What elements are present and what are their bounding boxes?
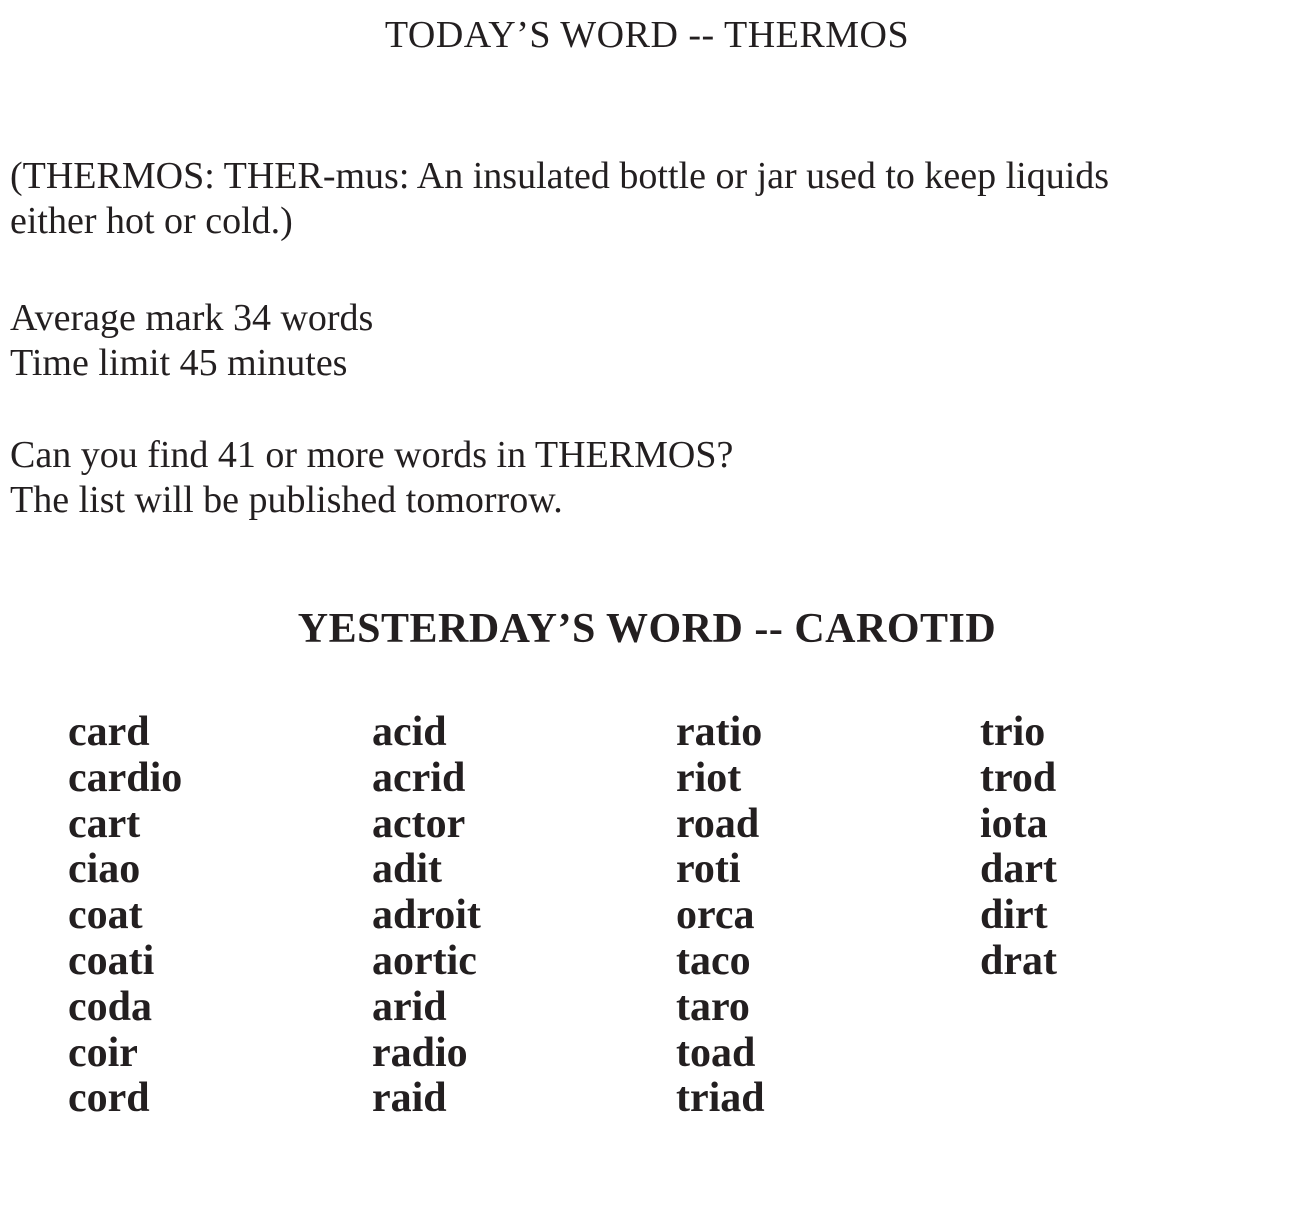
yesterdays-word-title: YESTERDAY’S WORD -- CAROTID — [297, 606, 997, 652]
word-list-item: orca — [676, 892, 755, 939]
word-list-item: drat — [980, 937, 1057, 984]
word-column — [980, 710, 1284, 1122]
challenge-note: The list will be published tomorrow. — [10, 479, 563, 521]
word-list-item: adit — [372, 846, 443, 893]
word-definition — [10, 154, 1280, 244]
word-list-item: toad — [676, 1029, 756, 1076]
word-list-item: acrid — [372, 754, 466, 801]
word-list-item: coir — [68, 1029, 138, 1076]
word-column — [68, 710, 372, 1122]
word-list-item: radio — [372, 1029, 468, 1076]
word-list — [68, 710, 1284, 1122]
todays-word-title: TODAY’S WORD -- THERMOS — [384, 14, 910, 56]
word-list-item: adroit — [372, 892, 481, 939]
puzzle-stats — [10, 296, 373, 386]
word-list-item: taro — [676, 983, 750, 1030]
time-limit: Time limit 45 minutes — [10, 342, 348, 384]
word-list-item: coda — [68, 983, 152, 1030]
word-column — [676, 710, 980, 1122]
word-list-item: raid — [372, 1075, 447, 1122]
word-list-item: coat — [68, 892, 143, 939]
word-list-item: roti — [676, 846, 741, 893]
word-list-item: ciao — [68, 846, 141, 893]
word-list-item: dirt — [980, 892, 1048, 939]
word-list-item: triad — [676, 1075, 765, 1122]
word-column — [372, 710, 676, 1122]
challenge-question: Can you find 41 or more words in THERMOS? — [10, 434, 734, 476]
word-list-item: aortic — [372, 937, 477, 984]
word-list-item: trod — [980, 754, 1057, 801]
word-list-item: taco — [676, 937, 751, 984]
definition-line: either hot or cold.) — [10, 200, 293, 242]
word-list-item: ratio — [676, 709, 763, 755]
word-list-item: cart — [68, 800, 141, 847]
word-list-item: road — [676, 800, 760, 847]
word-list-item: dart — [980, 846, 1057, 893]
word-list-item: cord — [68, 1075, 150, 1122]
word-list-item: trio — [980, 709, 1046, 755]
average-mark: Average mark 34 words — [10, 297, 374, 339]
word-list-item: actor — [372, 800, 466, 847]
word-list-item: arid — [372, 983, 447, 1030]
definition-line: (THERMOS: THER-mus: An insulated bottle or jar used to keep liquids — [10, 155, 1110, 197]
word-list-item: card — [68, 709, 150, 755]
word-list-item: iota — [980, 800, 1048, 847]
word-list-item: cardio — [68, 754, 183, 801]
word-list-item: acid — [372, 709, 447, 755]
challenge-text — [10, 433, 733, 523]
word-list-item: coati — [68, 937, 155, 984]
word-list-item: riot — [676, 754, 742, 801]
